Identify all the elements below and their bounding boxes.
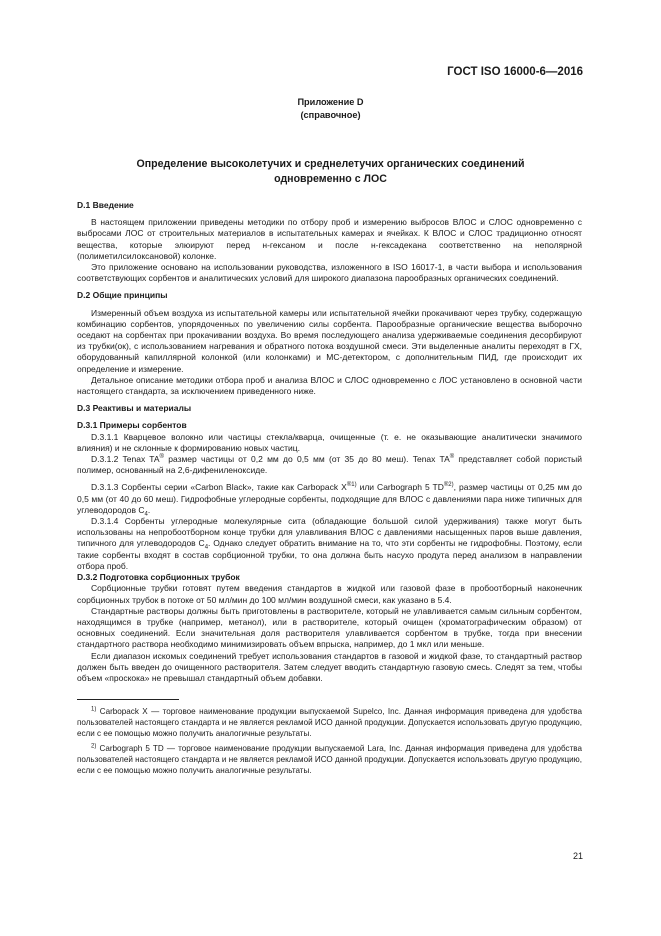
standard-designation: ГОСТ ISO 16000-6—2016 bbox=[447, 66, 583, 78]
subsection-heading-d31: D.3.1 Примеры сорбентов bbox=[77, 420, 187, 431]
page-number: 21 bbox=[572, 851, 583, 861]
footnote-1: $^{1)}$ Carbopack X — торговое наименование продукции выпускаемой Supelco, Inc. Данная информация приведена для удобства пользователей настоящего стандарта и не является рекламой ИСО данной продукции. Допускается использовать другую продукцию, если с ее помощью можно получить аналогичные результаты. bbox=[77, 706, 582, 739]
paragraph-d321: Сорбционные трубки готовят путем введения стандартов в жидкой или газовой фазе в пробоотборный наконечник сорбционных трубок в потоке от 50 мл/мин до 100 мл/мин воздушной смеси, как указано в 5.4. bbox=[77, 583, 582, 605]
paragraph-d311: D.3.1.1 Кварцевое волокно или частицы стекла/кварца, очищенные (т. е. не оказывающие аналитически значимого влияния) и не склонные к формированию новых частиц. bbox=[77, 431, 582, 453]
paragraph-d323: Если диапазон искомых соединений требует использования стандартов в газовой и жидкой фазе, то стандартный раствор должен быть введен до очищенного растворителя. Затем следует вводить стандартную газовую смесь. Следят за тем, чтобы объем «проскока» не превышал стандартный объем добавки. bbox=[77, 650, 582, 683]
footnote-separator bbox=[77, 699, 179, 700]
paragraph-d2-2: Детальное описание методики отбора проб и анализа ВЛОС и СЛОС одновременно с ЛОС установлено в основной части настоящего стандарта, за исключением приведенного ниже. bbox=[77, 374, 582, 397]
annex-heading bbox=[0, 96, 661, 122]
paragraph-d313: D.3.1.3 Сорбенты серии «Carbon Black», такие как Carbopack $X^{®1)}$ или Carbograph 5 $TD^{®2)}$, размер частицы от 0,25 мм до 0,5 мм (от 40 до 60 меш). Гидрофобные углеродные сорбенты, подходящие для ВЛОС с давлениями пара ниже типичных для углеводородов $С_4$. bbox=[77, 482, 582, 518]
annex-status: (справочное) bbox=[300, 110, 361, 120]
footnote-2: $^{2)}$ Carbograph 5 TD — торговое наименование продукции выпускаемой Lara, Inc. Данная информация приведена для удобства пользователей настоящего стандарта и не является рекламой ИСО данной продукции. Допускается использовать другую продукцию, если с ее помощью можно получить аналогичные результаты. bbox=[77, 743, 582, 776]
paragraph-d1-1: В настоящем приложении приведены методики по отбору проб и измерению выбросов ВЛОС и СЛОС одновременно с выбросами ЛОС от строительных материалов в испытательных камерах и ячейках. К ВЛОС и СЛОС традиционно относят вещества, которые элюируют перед н-гексаном и после н-гексадекана соответственно на неполярной (полиметилсилоксановой) колонке. bbox=[77, 217, 582, 261]
annex-title-line1: Определение высоколетучих и среднелетучих органических соединений bbox=[136, 158, 525, 170]
paragraph-d314: D.3.1.4 Сорбенты углеродные молекулярные сита (обладающие большой силой удерживания) также могут быть использованы на непробоотборном конце трубки для улавливания ВЛОС с давлениями насыщенных паров выше давления, типичного для углеводородов $С_4$. Однако следует обратить внимание на то, что эти сорбенты не гидрофобны. Поэтому, если такие сорбенты входят в состав сорбционной трубки, то она должна быть насухо продута перед анализом в направлении отбора проб. bbox=[77, 516, 582, 571]
paragraph-d322: Стандартные растворы должны быть приготовлены в растворителе, который не улавливается самым сильным сорбентом, находящимся в трубке (например, метанол), или в растворителе, который очищен (хроматографическим образом) от основных соединений. Если значительная доля растворителя улавливается сорбентом в трубке, тогда при внесении стандартного раствора необходимо минимизировать объем впрыска, например, до 1 мкл или меньше. bbox=[77, 605, 582, 650]
annex-title bbox=[0, 157, 661, 186]
paragraph-d312: D.3.1.2 Tenax TA® размер частицы от 0,2 мм до 0,5 мм (от 35 до 80 меш). Tenax TA® представляет собой пористый полимер, основанный на 2,6-дифениленоксиде. bbox=[77, 454, 582, 476]
paragraph-d1-2: Это приложение основано на использовании руководства, изложенного в ISO 16017-1, в части выбора и использования соответствующих сорбентов и аналитических условий для широкого диапазона парообразных органических соединений. bbox=[77, 262, 582, 284]
section-heading-d1: D.1 Введение bbox=[77, 200, 134, 210]
annex-title-line2: одновременно с ЛОС bbox=[274, 172, 387, 185]
document-body bbox=[77, 200, 582, 776]
section-heading-d3: D.3 Реактивы и материалы bbox=[77, 403, 192, 414]
section-heading-d2: D.2 Общие принципы bbox=[77, 290, 168, 301]
paragraph-d2-1: Измеренный объем воздуха из испытательной камеры или испытательной ячейки прокачивают через трубку, содержащую комбинацию сорбентов, упорядоченных по увеличению силы сорбента. Парообразные органические вещества выборочно оседают на сорбентах при прокачивании воздуха. Во время последующего анализа удерживаемые соединения десорбируют из трубки(ок), с использованием нагревания и обратного потока воздушной смеси. Эти выделенные аналиты переходят в ГХ, оборудованный капиллярной колонкой (или колонками) и МС-детектором, с дополнительным ПИД, где происходит их определение и измерение. bbox=[77, 307, 582, 374]
subsection-heading-d32: D.3.2 Подготовка сорбционных трубок bbox=[77, 572, 240, 583]
annex-label: Приложение D bbox=[297, 97, 364, 107]
